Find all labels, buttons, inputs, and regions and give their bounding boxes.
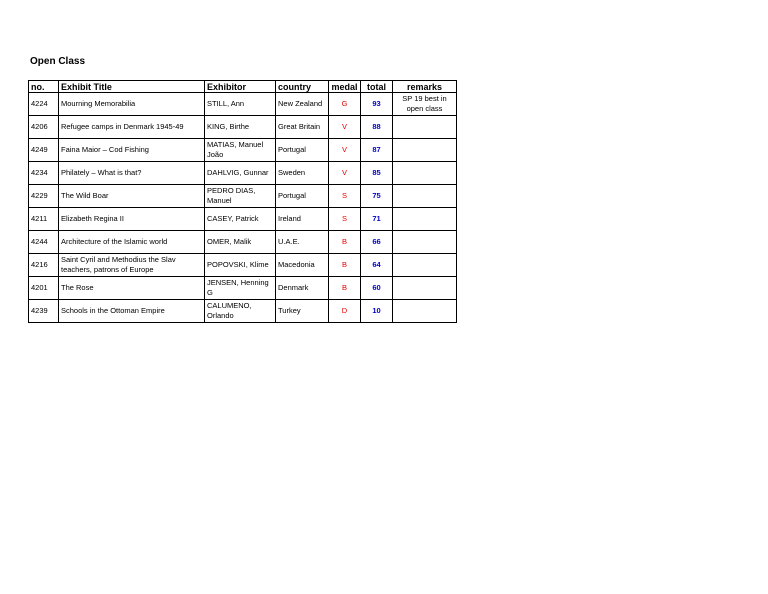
header-exhibit-title: Exhibit Title — [59, 81, 205, 93]
cell-remarks — [393, 208, 457, 231]
header-medal: medal — [329, 81, 361, 93]
cell-no: 4229 — [29, 185, 59, 208]
cell-total: 87 — [361, 139, 393, 162]
cell-country: Sweden — [276, 162, 329, 185]
cell-medal: G — [329, 93, 361, 116]
cell-country: Portugal — [276, 139, 329, 162]
cell-country: Ireland — [276, 208, 329, 231]
cell-country: New Zealand — [276, 93, 329, 116]
header-country: country — [276, 81, 329, 93]
cell-country: U.A.E. — [276, 231, 329, 254]
cell-exhibitor: PEDRO DIAS, Manuel — [205, 185, 276, 208]
cell-total: 60 — [361, 277, 393, 300]
cell-exhibitor: POPOVSKI, Klime — [205, 254, 276, 277]
cell-no: 4224 — [29, 93, 59, 116]
cell-no: 4249 — [29, 139, 59, 162]
cell-total: 75 — [361, 185, 393, 208]
cell-country: Great Britain — [276, 116, 329, 139]
cell-exhibit-title: Faina Maior – Cod Fishing — [59, 139, 205, 162]
header-no: no. — [29, 81, 59, 93]
cell-exhibit-title: The Wild Boar — [59, 185, 205, 208]
cell-exhibit-title: The Rose — [59, 277, 205, 300]
cell-no: 4216 — [29, 254, 59, 277]
cell-remarks: SP 19 best in open class — [393, 93, 457, 116]
cell-exhibit-title: Mourning Memorabilia — [59, 93, 205, 116]
cell-medal: D — [329, 300, 361, 323]
cell-country: Turkey — [276, 300, 329, 323]
cell-medal: B — [329, 277, 361, 300]
header-exhibitor: Exhibitor — [205, 81, 276, 93]
cell-remarks — [393, 185, 457, 208]
cell-total: 10 — [361, 300, 393, 323]
table-row — [29, 254, 457, 277]
cell-remarks — [393, 116, 457, 139]
cell-medal: B — [329, 254, 361, 277]
cell-exhibit-title: Refugee camps in Denmark 1945-49 — [59, 116, 205, 139]
table-row — [29, 139, 457, 162]
cell-remarks — [393, 277, 457, 300]
table-row — [29, 93, 457, 116]
cell-no: 4201 — [29, 277, 59, 300]
cell-medal: B — [329, 231, 361, 254]
cell-exhibitor: STILL, Ann — [205, 93, 276, 116]
table-row — [29, 162, 457, 185]
cell-exhibit-title: Architecture of the Islamic world — [59, 231, 205, 254]
cell-no: 4244 — [29, 231, 59, 254]
cell-exhibitor: OMER, Malik — [205, 231, 276, 254]
cell-remarks — [393, 254, 457, 277]
table-row — [29, 231, 457, 254]
table-row — [29, 116, 457, 139]
cell-exhibitor: DAHLVIG, Gunnar — [205, 162, 276, 185]
cell-remarks — [393, 162, 457, 185]
cell-total: 71 — [361, 208, 393, 231]
cell-exhibit-title: Schools in the Ottoman Empire — [59, 300, 205, 323]
cell-total: 88 — [361, 116, 393, 139]
table-row — [29, 300, 457, 323]
table-row — [29, 208, 457, 231]
table-row — [29, 277, 457, 300]
cell-exhibitor: JENSEN, Henning G — [205, 277, 276, 300]
cell-exhibitor: CALUMENO, Orlando — [205, 300, 276, 323]
page-title: Open Class — [30, 56, 86, 67]
cell-country: Portugal — [276, 185, 329, 208]
cell-remarks — [393, 300, 457, 323]
cell-medal: S — [329, 208, 361, 231]
table-row — [29, 185, 457, 208]
header-total: total — [361, 81, 393, 93]
results-table — [28, 80, 457, 323]
cell-medal: S — [329, 185, 361, 208]
cell-medal: V — [329, 162, 361, 185]
cell-total: 66 — [361, 231, 393, 254]
cell-medal: V — [329, 139, 361, 162]
cell-country: Denmark — [276, 277, 329, 300]
cell-exhibit-title: Elizabeth Regina II — [59, 208, 205, 231]
cell-total: 64 — [361, 254, 393, 277]
cell-no: 4206 — [29, 116, 59, 139]
cell-exhibit-title: Philately – What is that? — [59, 162, 205, 185]
header-row — [29, 81, 457, 93]
cell-remarks — [393, 231, 457, 254]
cell-total: 93 — [361, 93, 393, 116]
cell-no: 4234 — [29, 162, 59, 185]
cell-country: Macedonia — [276, 254, 329, 277]
cell-remarks — [393, 139, 457, 162]
cell-medal: V — [329, 116, 361, 139]
cell-total: 85 — [361, 162, 393, 185]
cell-no: 4211 — [29, 208, 59, 231]
cell-exhibitor: MATIAS, Manuel João — [205, 139, 276, 162]
header-remarks: remarks — [393, 81, 457, 93]
cell-exhibit-title: Saint Cyril and Methodius the Slav teachers, patrons of Europe — [59, 254, 205, 277]
cell-exhibitor: KING, Birthe — [205, 116, 276, 139]
cell-no: 4239 — [29, 300, 59, 323]
cell-exhibitor: CASEY, Patrick — [205, 208, 276, 231]
